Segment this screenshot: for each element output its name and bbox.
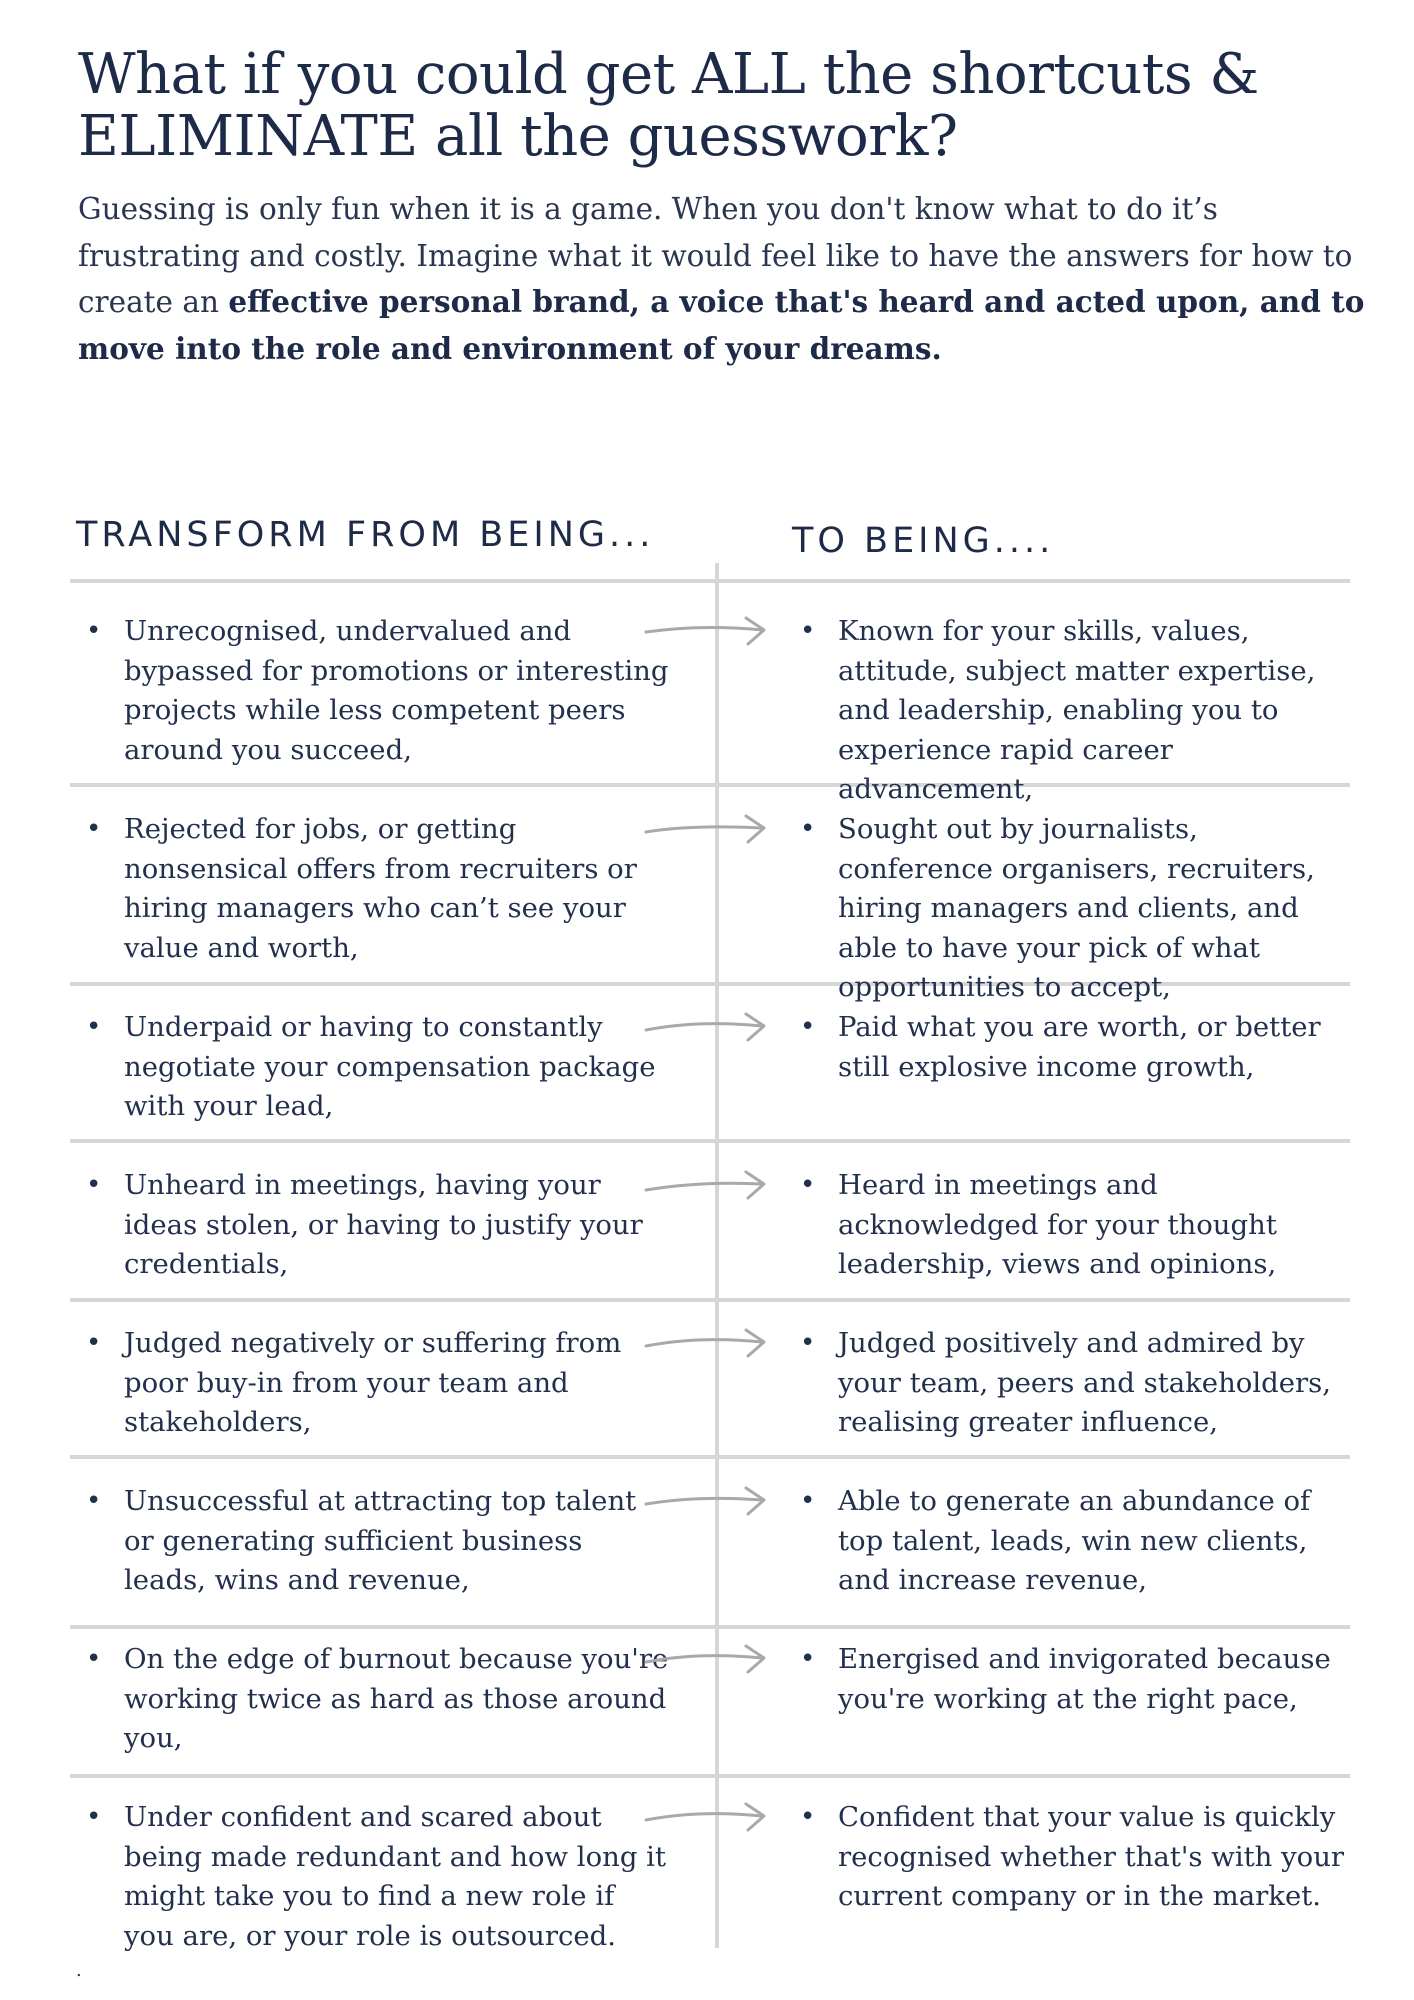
from-item-text: • Underpaid or having to constantly negotiate your compensation package with your lead, (70, 1008, 670, 1127)
right-arrow-icon (642, 612, 772, 652)
row-divider (70, 1298, 1350, 1302)
to-item (784, 1640, 1356, 1719)
to-item (784, 1798, 1356, 1917)
to-item-text: • Sought out by journalists, conference organisers, recruiters, hiring managers and clients, and able to have your pick of what opportunities to accept, (784, 810, 1356, 1008)
from-item (70, 1640, 670, 1759)
to-item (784, 1482, 1356, 1601)
to-item-text: • Able to generate an abundance of top talent, leads, win new clients, and increase revenue, (784, 1482, 1356, 1601)
right-arrow-icon (642, 1008, 772, 1048)
to-item-text: • Heard in meetings and acknowledged for your thought leadership, views and opinions, (784, 1166, 1356, 1285)
intro-bold-text: effective personal brand, a voice that's heard and acted upon, and to move into the role and environment of your dreams. (78, 284, 1365, 366)
from-item-text: • Unrecognised, undervalued and bypassed for promotions or interesting projects while less competent peers around you succeed, (70, 612, 670, 770)
from-item (70, 1324, 670, 1443)
from-item-text: • Judged negatively or suffering from poor buy-in from your team and stakeholders, (70, 1324, 670, 1443)
intro-text: Guessing is only fun when it is a game. When you don't know what to do it’s frustrating and costly. Imagine what it would feel like to have the answers for how to create an (78, 192, 1353, 319)
page-title (78, 44, 1358, 168)
row-divider (70, 1774, 1350, 1778)
right-arrow-icon (642, 1324, 772, 1364)
row-divider (70, 579, 1350, 583)
from-item-text: • Under confident and scared about being made redundant and how long it might take you to find a new role if you are, or your role is outsourced. (70, 1798, 670, 1956)
row-divider (70, 1455, 1350, 1459)
from-item (70, 1166, 670, 1285)
to-item-text: • Paid what you are worth, or better still explosive income growth, (784, 1008, 1356, 1087)
right-arrow-icon (642, 1482, 772, 1522)
from-item (70, 1798, 670, 1956)
to-item (784, 810, 1356, 1008)
from-item (70, 1008, 670, 1127)
from-item (70, 612, 670, 770)
to-item (784, 1008, 1356, 1087)
from-item (70, 1482, 670, 1601)
right-arrow-icon (642, 1798, 772, 1838)
to-item-text: • Judged positively and admired by your team, peers and stakeholders, realising greater influence, (784, 1324, 1356, 1443)
to-item-text: • Confident that your value is quickly recognised whether that's with your current company or in the market. (784, 1798, 1356, 1917)
from-item-text: • Rejected for jobs, or getting nonsensical offers from recruiters or hiring managers who can’t see your value and worth, (70, 810, 670, 968)
row-divider (70, 1139, 1350, 1143)
column-heading-from: TRANSFORM FROM BEING... (76, 515, 655, 555)
to-item (784, 1166, 1356, 1285)
to-item (784, 612, 1356, 810)
column-heading-to: TO BEING.... (792, 521, 1055, 561)
right-arrow-icon (642, 810, 772, 850)
title-line-1: What if you could get ALL the shortcuts & (78, 42, 1259, 107)
to-item (784, 1324, 1356, 1443)
right-arrow-icon (642, 1640, 772, 1680)
to-item-text: • Known for your skills, values, attitude, subject matter expertise, and leadership, enabling you to experience rapid career advancement, (784, 612, 1356, 810)
row-divider (70, 1625, 1350, 1629)
from-item-text: • On the edge of burnout because you're working twice as hard as those around you, (70, 1640, 670, 1759)
from-item (70, 810, 670, 968)
intro-paragraph (78, 186, 1368, 372)
from-item-text: • Unsuccessful at attracting top talent or generating sufficient business leads, wins and revenue, (70, 1482, 670, 1601)
right-arrow-icon (642, 1166, 772, 1206)
to-item-text: • Energised and invigorated because you're working at the right pace, (784, 1640, 1356, 1719)
title-line-2: ELIMINATE all the guesswork? (78, 104, 958, 169)
column-divider (715, 563, 719, 1948)
footer-dot: . (76, 1960, 82, 1981)
from-item-text: • Unheard in meetings, having your ideas stolen, or having to justify your credentials, (70, 1166, 670, 1285)
